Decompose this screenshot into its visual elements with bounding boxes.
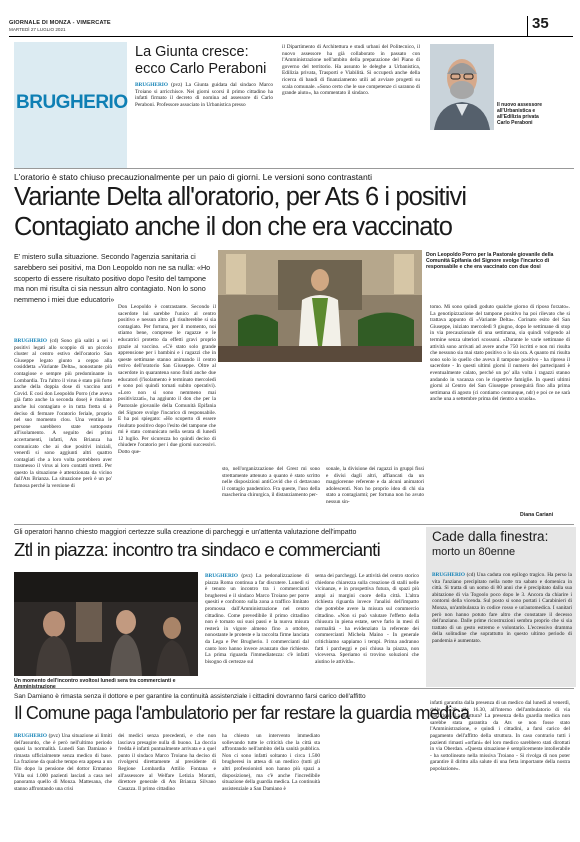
top-story-title [135,44,285,78]
rule-2 [14,524,574,525]
main-col3: sto, nell'organizzazione del Grest mi sono strettamente attenuto a quanto è stato scritto nelle disposizioni antiCovid che ci dettavano il contagio pandemico. Fra queste, l'uso della mascherina chirurgica, il distanziamento per- [222,466,320,499]
side-headline-line2: morto un 80enne [432,546,516,558]
peraboni-caption: Il nuovo assessore all'Urbanistica e all'Edilizia privata Carlo Peraboni [497,102,543,126]
main-headline-line1: Variante Delta all'oratorio, per Ats 6 i positivi [14,183,467,211]
bottom-col1: BRUGHERIO (pvz) Una situazione ai limiti dell'assurdo, che è però nell'ultimo periodo quasi la normalità. Lunedì San Damiano è rimasta ufficialmente senza medico di base. La frazione da qualche tempo era appesa a un filo dopo la pensione del dottor Ermanno Villa sui 1.000 pazienti lasciati a casa nel panorama quello di Monza. Mattesana, che stanno affrontando una crisi [14,733,112,792]
meeting-photo [14,572,198,676]
issue-date: MARTEDÌ 27 LUGLIO 2021 [9,27,66,32]
bottom-col2: dei medici senza precedenti, e che non lasciava presagire nulla di buono. La doccia fredda è infatti puntualmente arrivata e a quel punto il sindaco Marco Troiano ha deciso di rivolgersi direttamente al presidente di Regione Lombardia Attilio Fontana e all'assessore al Welfare Letizia Moratti, direttore generale di Ats Brianza Silvano Casazza. Il primo cittadino [118,733,216,792]
bottom-headline: Il Comune paga l'ambulatorio per far restare la guardia medica [14,703,470,723]
bottom-kicker: San Damiano è rimasta senza il dottore e per garantire la continuità assistenziale i cittadini dovranno farsi carico dell'affitto [14,693,366,700]
side-story-headline [432,529,572,559]
rule-3 [14,688,574,689]
bottom-col3: ha chiesto un intervento immediato sollevando tutte le criticità che la città sta affrontando nell'ambito della sanità pubblica. Non ci sono infatti soltanto i circa 1.500 brugheresi in attesa di un medico (tutti gli altri professionisti non hanno più spazi a disposizione), ma c'è anche l'incredibile situazione della guardia medica. La continuità assistenziale a San Damiano è [222,733,320,792]
main-col5: tomo. Mi sono quindi goduto qualche giorno di riposo forzato». La genotipizzazione del tampone positivo ha poi rilevato che si trattava appunto di «Variante Delta». Corinato esito del San Giuseppe, iniziato mercoledì 9 giugno, dopo le settimane di stop in via precauzionale di una settimana, sia quindi volgendo al termine senza ulteriori scossoni. «Durante le varie settimane di attività sono arrivati ad avere anche 750 iscritti e non mi risulta che nessuno sia mai stato positivo o lo sia ora. A quanto mi risulta sono solo io quello che aveva il tampone positivo - ha ripreso il sacerdote - In questi ultimi giorni il numero dei partecipanti è eventualmente calato, perché un po' alla volta i ragazzi stanno andando in vacanza con le rispettive famiglie. In questi ultimi giorni al Centro del San Giuseppe proseguirà fino alla prima settimana di agosto (ci contiamo comunque, ndr) e poi ce ne sarà anche una a settembre prima del rientro a scuola». [430,304,570,403]
side-headline-line1: Cade dalla finestra: [432,529,549,544]
top-story-col1: BRUGHERIO (pvz) La Giunta guidata dal sindaco Marco Troiano si arricchisce. Nei giorni scorsi il primo cittadino ha infatti firmato il decreto di nomina ad assessore di Carlo Peraboni. Professore associato in Urbanistica presso [135,82,273,108]
mid-col2: sema dei parcheggi. Le attività del centro storico chiedono chiarezza sulla creazione di stalli nelle vicinanze, e in prospettiva futura, di spazi più ampi ai margini cuore della città. L'altra richiesta riguarda invece l'analisi dell'impatto che potrebbe avere la misura sul commercio cittadino. «Non si può valutare l'effetto della chiusura in piena estate, serve farlo in mesi di normalità - ha evidenziato la referente dei commercianti Michela Maino - In generale critichiamo sappiamo i tempi. Prima andranno fatti i parcheggi e poi chiusa la piazza, non viceversa. Speriamo si trovino soluzioni che aiutino le attività». [315,573,419,665]
main-col4: sonale, la divisione dei ragazzi in gruppi fissi e divisi dagli altri, affiancati da un maggiorenne referente e da alcuni animatori adolescenti. Non ho proprio idea di chi sia stato a contagiarmi; per fortuna non ho avuto nessun sin- [326,466,424,505]
main-kicker: L'oratorio è stato chiuso precauzionalmente per un paio di giorni. Le versioni sono contrastanti [14,172,373,182]
main-headline-line2: Contagiato anche il don che era vaccinato [14,213,453,241]
dateline: BRUGHERIO [14,733,47,739]
mid-headline: Ztl in piazza: incontro tra sindaco e commercianti [14,539,381,560]
dateline: BRUGHERIO [205,573,238,579]
bottom-col4: infatti garantita dalla presenza di un medico dal lunedì al venerdì, dalle 15.30 alle 16.30, all'interno dell'ambulatorio di via Corridoni. La struttura? La presenza della guardia medica non sarebbe stata garantita da Ats se non fosse stato l'Amministrazione, e quindi i cittadini, a farsi carico del pagamento dell'affitto della struttura. In caso contrario tutti i pazienti rimasti «orfani» del loro medico sarebbero stati dirottati in via Oberdan. «Questa situazione è semplicemente intollerabile - ha sottolineato nella missiva Troiano - Si rivolga di non poter garantire il diritto alla salute di una fetta importante della nostra popolazione». [430,700,570,772]
main-col1: BRUGHERIO (cd) Sono già saliti a sei i positivi legati allo scoppio di un piccolo cluster al centro estivo dell'oratorio San Giuseppe legato giunto a ceppo alla cosiddetta «Variante Delta», nonostante più contagiose e sempre più predominante in Lombardia. Tra l'altro il virus è stato più forte anche della doppia dose di vaccino anti Covid. E così don Leopoldo Porro (che aveva già fatto anche la seconda dose) è risultato anche lui contagiato e in tutta fretta si è deciso di fermare l'oratorio feriale, proprio nel suo momento clou. Una ventina le persone sarebbero state sottoposte all'isolamento. A seguito dei primi accertamenti, infatti, Ats Brianza ha comunicato che ai due positivi iniziali, venerdì si sono aggiunti altri quattro contagiati che a loro volta potrebbero aver trasmesso il virus ai loro contatti stretti. Per questo la situazione è attenzionata da vicino dall'Ats Brianza. La situazione però è un po' fumosa perché la versione di [14,338,112,490]
peraboni-photo [430,44,494,130]
header-separator [527,16,528,36]
side-story-body: BRUGHERIO (cd) Una caduta con epilogo tragico. Ha perso la vita l'anziano precipitato nella notte tra sabato e domenica in città. Si tratta di un uomo di 80 anni che è precipitato dalla sua abitazione di via Togoolo poco dopo le 3. Ancora da chiarire i contorni della vicenda. Sul posto si sono portati i Carabinieri di Monza, un'ambulanza in codice rosso e un'automedica. I sanitari però non hanno potuto fare altro che constatare il decesso dell'anziano. Dalle prime ricostruzioni sembra proprio che si sia trattato di un gesto estremo e volontario. L'eccessivo dramma della solitudine che soprattutto in questo ultimo periodo di pandemia è aumentato. [432,572,572,644]
paper-title: GIORNALE DI MONZA - VIMERCATE [9,20,111,26]
don-leopoldo-caption: Don Leopoldo Porro per la Pastorale giovanile della Comunità Epifania del Signore svolge l'incarico di responsabile e che era vaccinato con due dosi [426,252,554,271]
don-leopoldo-photo [218,250,422,362]
mid-col1: BRUGHERIO (pvz) La pedonalizzazione di piazza Roma continua a far discutere. Lunedì si è tenuto un incontro tra i commercianti brugheresi e il sindaco Marco Troiano per porre quesiti e confronto sulla zona a traffico limitato promossa dall'Amministrazione nel centro cittadino. Come prevedibile il primo cittadino non è tornato sui suoi passi e la nuova misura resterà in vigore almeno fino a ottobre, nonostante le proteste e la raccolta firme lanciata da Lega e Per Brugherio. I commercianti dal canto loro hanno invece avanzato due richieste. La prima riguarda l'immediatezza: c'è infatti bisogno di certezze sul [205,573,309,665]
page-number: 35 [532,15,549,32]
top-story-col2: il Dipartimento di Architettura e studi urbani del Politecnico, il nuovo assessore ha già collaborato in passato con l'Amministrazione nell'ambito della preparazione del Piano di governo del territorio. Ha assunto le deleghe a Urbanistica, Edilizia privata, Trasporti e Viabilità. Si occuperà anche della ricerca di bandi di finanziamento utili ad avviare progetti su scala comunale. «Sono certo che le sue competenze ci saranno di grande aiuto», ha commentato il sindaco. [282,44,420,97]
section-label: BRUGHERIO [16,92,128,113]
top-story-title-line1: La Giunta cresce: [135,44,249,60]
dateline: BRUGHERIO [432,572,465,578]
rule-1 [14,168,574,169]
main-byline: Diana Cariani [520,512,554,518]
main-col2: Don Leopoldo è contrastante. Secondo il sacerdote lui sarebbe l'unico al centro positivo e nessun altro gli risulterebbe si sia contagiato. Per fortuna, per il momento, noi stiamo bene, comprese le ragazze e le educatrici protetto da effetti gravi proprio grazie al vaccino. «C'è stato solo grande apprensione per i bambini e i ragazzi che in queste settimane stanno animando il centro estivo dell'oratorio San Giuseppe. Oltre al sacerdote in quarantena sono finiti anche due educatori (l'isolamento è terminato mercoledì e sono poi quindi tornati subito operativi). «Loro non si sono nemmeno mai positivizzati», ha aggiunto il don che per la Pastorale giovanile della Comunità Epifania del Signore svolge l'incarico di responsabile. E ha poi spiegato: «Ho scoperto di essere risultato positivo dopo l'esito del tampone che mi è stato comunicato nella serata di lunedì 12 luglio. Per sicurezza ho quindi deciso di chiudere l'oratorio per i due giorni successivi. Dotto que- [118,304,216,456]
meeting-caption: Un momento dell'incontro svoltosi lunedì sera tra commercianti e [14,678,176,684]
mid-kicker: Gli operatori hanno chiesto maggiori certezze sulla creazione di parcheggi e un'attenta valutazione dell'impatto [14,529,357,536]
dateline: BRUGHERIO [14,338,47,344]
top-story-title-line2: ecco Carlo Peraboni [135,61,267,77]
header-rule [9,36,573,37]
main-lead: E' mistero sulla situazione. Secondo l'agenzia sanitaria ci sarebbero sei positivi, ma Don Leopoldo non ne sa nulla: «Ho scoperto di essere risultato positivo dopo l'esito del tampone ma non mi risulta ci sia nessun altro contagiato. Non lo sono nemmeno i miei due educatori» [14,252,211,305]
dateline: BRUGHERIO [135,82,168,88]
